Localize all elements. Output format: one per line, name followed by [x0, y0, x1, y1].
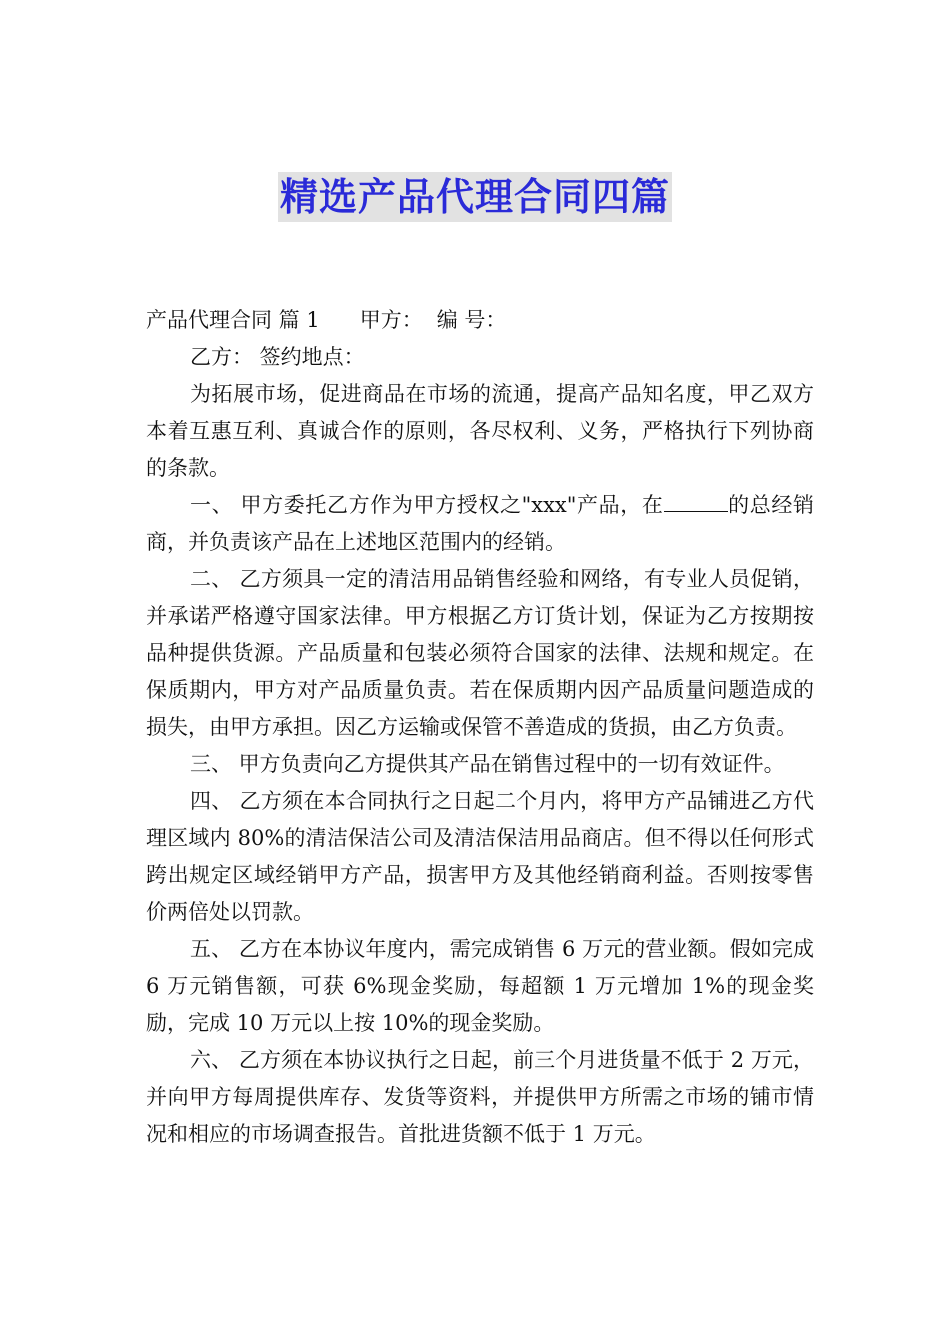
clause-5: 五、 乙方在本协议年度内，需完成销售 6 万元的营业额。假如完成 6 万元销售额，可获 6%现金奖励，每超额 1 万元增加 1%的现金奖励，完成 10 万元以上按 10%的现金奖励。 [146, 937, 814, 1035]
party-b-line: 乙方： 签约地点： [190, 345, 365, 369]
clause-4: 四、 乙方须在本合同执行之日起二个月内，将甲方产品铺进乙方代理区域内 80%的清洁保洁公司及清洁保洁用品商店。但不得以任何形式跨出规定区域经销甲方产品，损害甲方及其他经销商利益。否则按零售价两倍处以罚款。 [146, 789, 814, 924]
clause-1-text-before: 一、 甲方委托乙方作为甲方授权之"xxx"产品，在 [190, 493, 664, 517]
number-label: 编 号： [436, 308, 507, 332]
header-line [146, 302, 814, 339]
clause-1 [146, 487, 814, 561]
title-container [0, 172, 950, 222]
document-title: 精选产品代理合同四篇 [278, 172, 672, 222]
fill-in-blank [664, 493, 728, 512]
contract-name: 产品代理合同 篇 1 [146, 308, 320, 332]
clause-1-text-after: 的总经销商，并负责该产品在上述地区范围内的经销。 [146, 493, 814, 554]
clause-6: 六、 乙方须在本协议执行之日起，前三个月进货量不低于 2 万元，并向甲方每周提供库存、发货等资料，并提供甲方所需之市场的铺市情况和相应的市场调查报告。首批进货额不低于 1 万元。 [146, 1048, 814, 1146]
party-a-label: 甲方： [359, 308, 423, 332]
document-body [146, 302, 814, 1153]
intro-paragraph: 为拓展市场，促进商品在市场的流通，提高产品知名度，甲乙双方本着互惠互利、真诚合作的原则，各尽权利、义务，严格执行下列协商的条款。 [146, 382, 814, 480]
clause-2: 二、 乙方须具一定的清洁用品销售经验和网络，有专业人员促销，并承诺严格遵守国家法律。甲方根据乙方订货计划，保证为乙方按期按品种提供货源。产品质量和包装必须符合国家的法律、法规和规定。在保质期内，甲方对产品质量负责。若在保质期内因产品质量问题造成的损失，由甲方承担。因乙方运输或保管不善造成的货损，由乙方负责。 [146, 567, 814, 739]
clause-3: 三、 甲方负责向乙方提供其产品在销售过程中的一切有效证件。 [190, 752, 785, 776]
